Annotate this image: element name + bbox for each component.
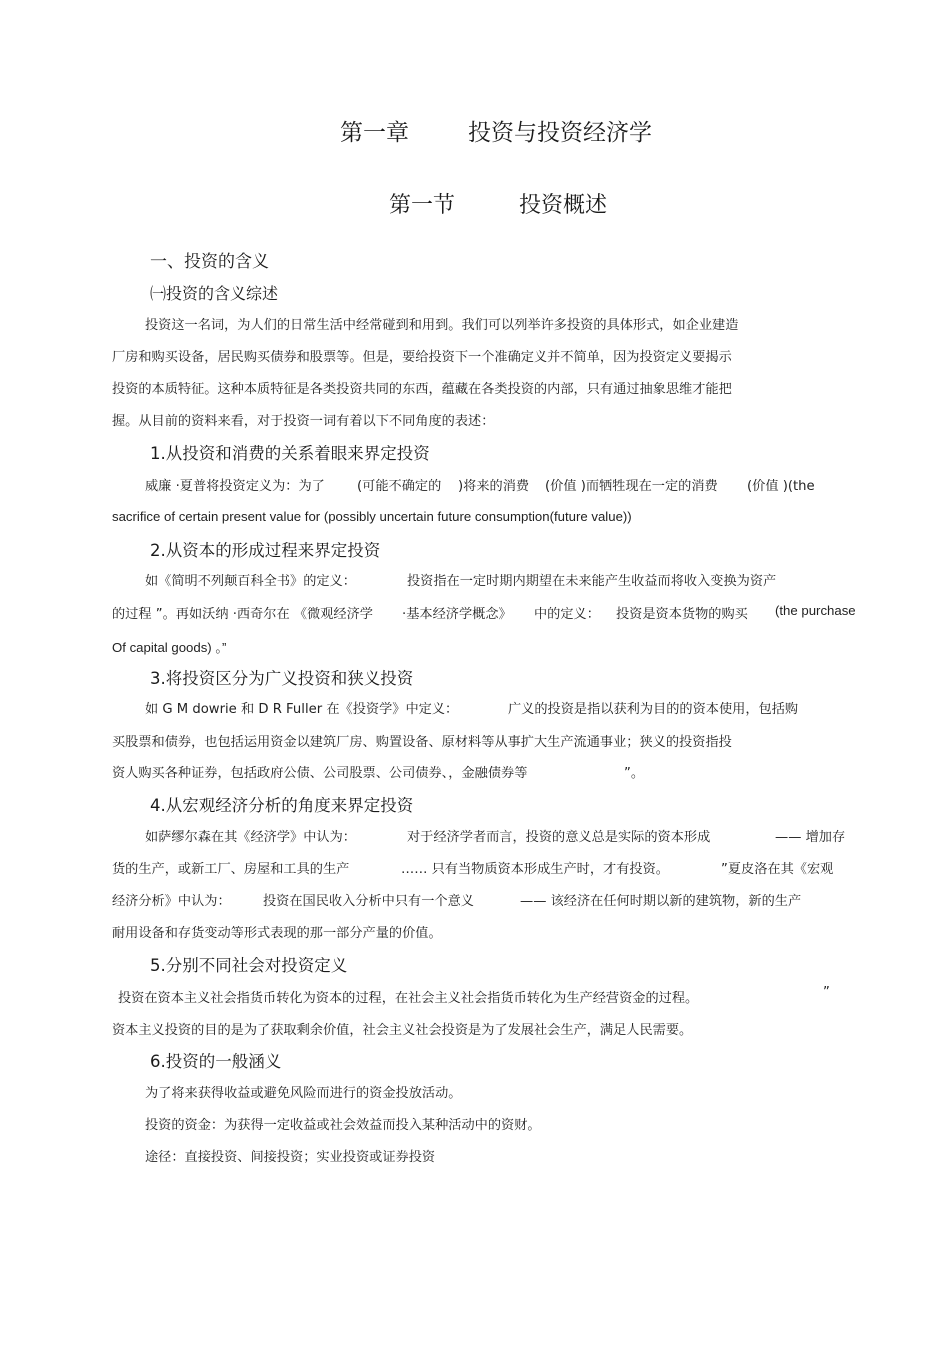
s6-line-3: 途径：直接投资、间接投资；实业投资或证券投资 xyxy=(145,1150,436,1165)
s6-line-2: 投资的资金：为获得一定收益或社会效益而投入某种活动中的资财。 xyxy=(145,1118,541,1133)
s5-line-2: 资本主义投资的目的是为了获取剩余价值，社会主义社会投资是为了发展社会生产，满足人民需要。 xyxy=(112,1023,693,1038)
s2-line-2a: 的过程 ”。再如沃纳 ·西奇尔在 《微观经济学 xyxy=(112,607,373,622)
s1-line-1c: )将来的消费 xyxy=(458,479,530,494)
s4-line-3a: 经济分析》中认为： xyxy=(112,894,231,909)
s1-line-1d: (价值 )而牺牲现在一定的消费 xyxy=(545,479,718,494)
s2-line-1a: 如《简明不列颠百科全书》的定义： xyxy=(145,574,356,589)
s1-line-2: sacrifice of certain present value for (possibly uncertain future consumption(future value)) xyxy=(112,509,632,524)
s4-line-1b: 对于经济学者而言，投资的意义总是实际的资本形成 xyxy=(407,830,711,845)
intro-line-3: 投资的本质特征。这种本质特征是各类投资共同的东西，蕴藏在各类投资的内部，只有通过抽象思维才能把 xyxy=(112,382,732,397)
section-title: 投资概述 xyxy=(519,193,608,218)
s5-line-1b: ” xyxy=(823,985,830,1000)
s2-line-2e: (the purchase xyxy=(775,603,856,618)
section-number: 第一节 xyxy=(389,193,456,218)
s2-line-2b: ·基本经济学概念》 xyxy=(402,607,512,622)
s1-line-1e: (价值 )(the xyxy=(747,479,815,494)
s2-line-2c: 中的定义： xyxy=(534,607,600,622)
s2-line-1b: 投资指在一定时期内期望在未来能产生收益而将收入变换为资产 xyxy=(407,574,777,589)
s2-line-3: Of capital goods) 。” xyxy=(112,640,227,655)
s3-line-1b: 广义的投资是指以获利为目的的资本使用，包括购 xyxy=(508,702,799,717)
s4-line-2a: 货的生产，或新工厂、房屋和工具的生产 xyxy=(112,862,350,877)
s6-line-1: 为了将来获得收益或避免风险而进行的资金投放活动。 xyxy=(145,1086,462,1101)
s1-line-1a: 威廉 ·夏普将投资定义为：为了 xyxy=(145,479,325,494)
s4-line-1c: —— 增加存 xyxy=(775,830,846,845)
chapter-number: 第一章 xyxy=(340,120,409,146)
intro-line-2: 厂房和购买设备，居民购买债券和股票等。但是，要给投资下一个准确定义并不简单，因为投资定义要揭示 xyxy=(112,350,732,365)
s4-line-2c: ”夏皮洛在其《宏观 xyxy=(721,862,834,877)
s2-line-2d: 投资是资本货物的购买 xyxy=(616,607,748,622)
s4-line-3b: 投资在国民收入分析中只有一个意义 xyxy=(263,894,474,909)
subsection-1-title: 1.从投资和消费的关系着眼来界定投资 xyxy=(150,444,430,463)
s4-line-1a: 如萨缪尔森在其《经济学》中认为： xyxy=(145,830,356,845)
intro-line-4: 握。从目前的资料来看，对于投资一词有着以下不同角度的表述： xyxy=(112,414,495,429)
s4-line-4: 耐用设备和存货变动等形式表现的那一部分产量的价值。 xyxy=(112,926,442,941)
s1-line-1b: (可能不确定的 xyxy=(357,479,442,494)
intro-line-1: 投资这一名词，为人们的日常生活中经常碰到和用到。我们可以列举许多投资的具体形式，如企业建造 xyxy=(145,318,739,333)
s3-line-3a: 资人购买各种证券，包括政府公债、公司股票、公司债券、，金融债券等 xyxy=(112,766,528,781)
s4-line-2b: …… 只有当物质资本形成生产时，才有投资。 xyxy=(401,862,669,877)
subsection-2-title: 2.从资本的形成过程来界定投资 xyxy=(150,541,381,560)
subsection-4-title: 4.从宏观经济分析的角度来界定投资 xyxy=(150,796,414,815)
subsection-3-title: 3.将投资区分为广义投资和狭义投资 xyxy=(150,669,414,688)
heading-meaning: 一、投资的含义 xyxy=(150,252,269,272)
chapter-title: 投资与投资经济学 xyxy=(468,120,652,146)
s5-line-1a: 投资在资本主义社会指货币转化为资本的过程，在社会主义社会指货币转化为生产经营资金的过程。 xyxy=(118,991,699,1006)
heading-overview: ㈠投资的含义综述 xyxy=(150,284,279,303)
s3-line-2: 买股票和债券，也包括运用资金以建筑厂房、购置设备、原材料等从事扩大生产流通事业；狭义的投资指投 xyxy=(112,735,732,750)
s3-line-1a: 如 G M dowrie 和 D R Fuller 在《投资学》中定义： xyxy=(145,702,459,717)
s4-line-3c: —— 该经济在任何时期以新的建筑物，新的生产 xyxy=(520,894,802,909)
s3-line-3b: ”。 xyxy=(624,766,645,781)
subsection-5-title: 5.分别不同社会对投资定义 xyxy=(150,956,348,975)
subsection-6-title: 6.投资的一般涵义 xyxy=(150,1052,282,1071)
